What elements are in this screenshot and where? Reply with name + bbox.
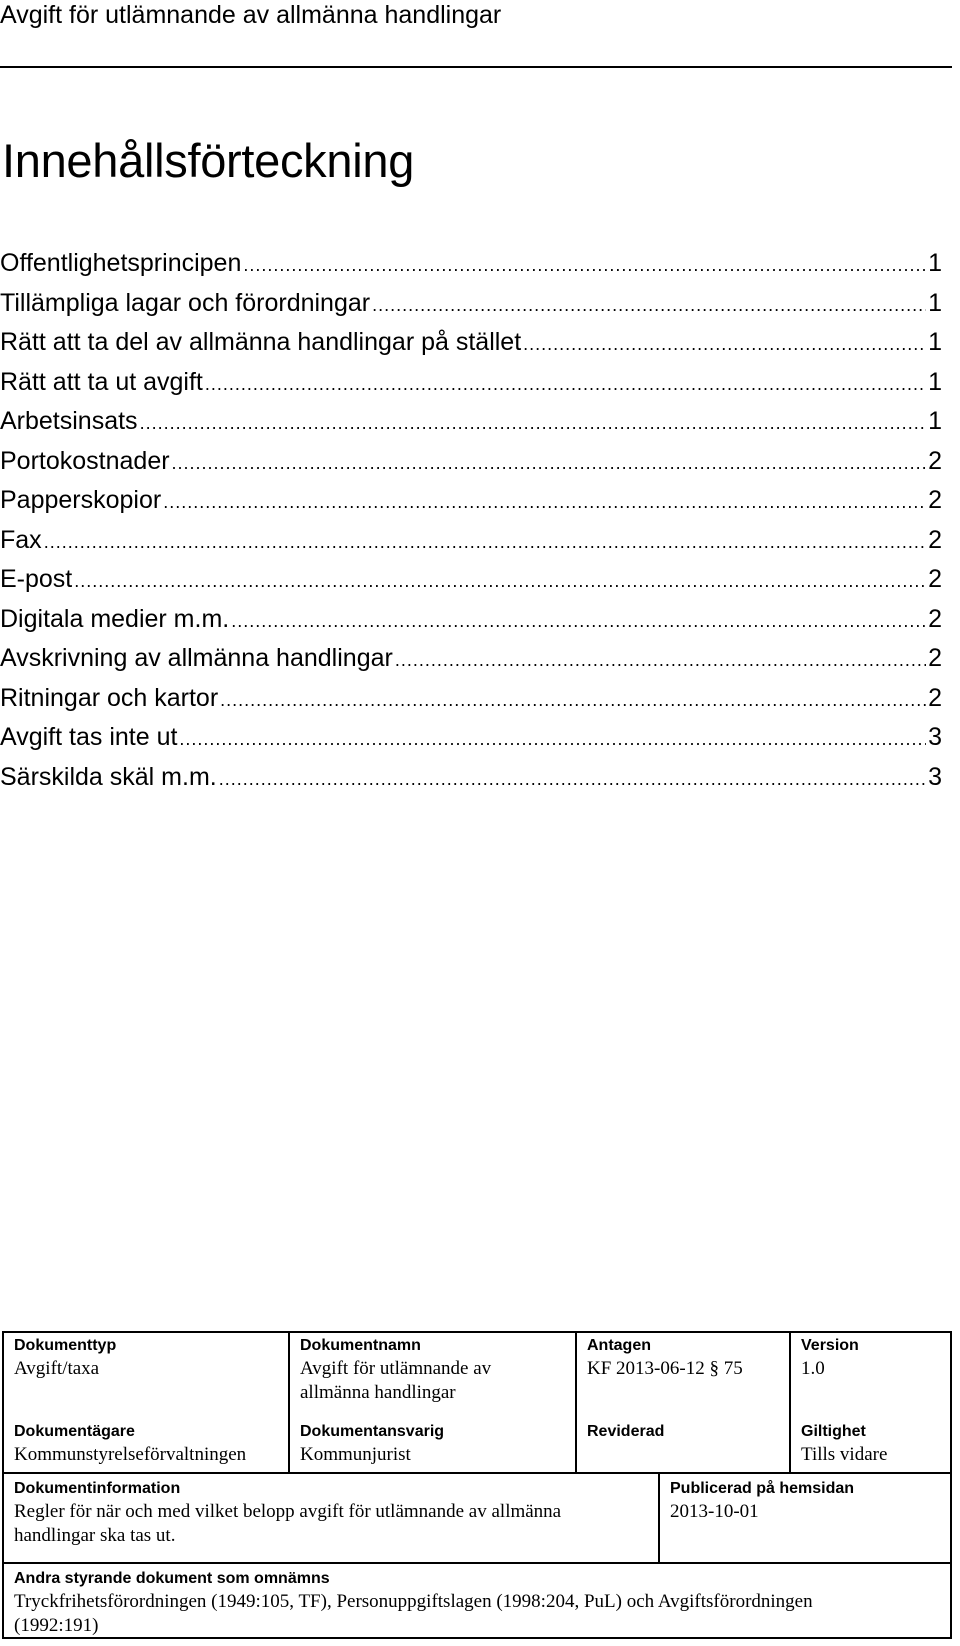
toc-entry[interactable] [0, 244, 942, 284]
toc-entry-page-number: 2 [928, 486, 942, 514]
toc-entry-label: Särskilda skäl m.m. [0, 762, 217, 791]
toc-entry[interactable] [0, 363, 942, 403]
toc-entry[interactable] [0, 718, 942, 758]
version-value: 1.0 [801, 1358, 825, 1379]
dokumentnamn-value: Avgift för utlämnande av allmänna handlingar [300, 1358, 492, 1403]
publicerad-value: 2013-10-01 [670, 1501, 759, 1522]
toc-entry-label: Arbetsinsats [0, 407, 138, 435]
toc-entry[interactable] [0, 600, 942, 640]
cell-version [791, 1333, 950, 1381]
toc-dot-leader [220, 681, 926, 719]
toc-entry[interactable] [0, 284, 942, 324]
toc-entry[interactable] [0, 442, 942, 482]
toc-entry-label: Offentlighetsprincipen [0, 249, 242, 277]
dokumentagare-label: Dokumentägare [14, 1423, 135, 1440]
toc-entry-label: Tillämpliga lagar och förordningar [0, 288, 371, 317]
cell-dokumentagare [4, 1419, 288, 1467]
cell-antagen [577, 1333, 789, 1381]
toc-dot-leader [219, 760, 926, 798]
version-label: Version [801, 1337, 859, 1354]
dokumenttyp-label: Dokumenttyp [14, 1337, 117, 1354]
toc-entry-label: Rätt att ta del av allmänna handlingar på stället [0, 328, 522, 356]
toc-entry-label: E-post [0, 565, 73, 593]
toc-dot-leader [205, 365, 926, 403]
table-of-contents [0, 244, 942, 797]
dokumentnamn-label: Dokumentnamn [300, 1337, 421, 1354]
toc-entry-page-number: 2 [928, 644, 942, 672]
toc-entry-label: Fax [0, 525, 42, 554]
cell-dokumentansvarig [290, 1419, 575, 1467]
toc-entry-label: Ritningar och kartor [0, 683, 219, 712]
toc-entry-label: Papperskopior [0, 486, 162, 514]
giltighet-value: Tills vidare [801, 1444, 888, 1465]
dokumentinformation-label: Dokumentinformation [14, 1480, 181, 1497]
dokumentinformation-value: Regler för när och med vilket belopp avgift för utlämnande av allmänna handlingar ska tas ut. [14, 1501, 562, 1546]
toc-entry-label: Avgift tas inte ut [0, 723, 178, 751]
toc-entry-page-number: 1 [928, 407, 942, 435]
dokumentagare-value: Kommunstyrelseförvaltningen [14, 1444, 247, 1465]
toc-entry-page-number: 1 [928, 328, 942, 356]
toc-entry-page-number: 3 [928, 723, 942, 751]
reviderad-label: Reviderad [587, 1423, 665, 1440]
dokumenttyp-value: Avgift/taxa [14, 1358, 100, 1379]
toc-entry-label: Digitala medier m.m. [0, 604, 230, 633]
toc-dot-leader [140, 404, 926, 442]
toc-dot-leader [172, 444, 926, 482]
publicerad-label: Publicerad på hemsidan [670, 1480, 855, 1497]
toc-entry-page-number: 1 [928, 249, 942, 277]
toc-entry[interactable] [0, 521, 942, 561]
toc-dot-leader [243, 246, 926, 284]
cell-dokumentinformation [4, 1476, 658, 1548]
cell-dokumentnamn [290, 1333, 575, 1405]
antagen-value: KF 2013-06-12 § 75 [587, 1358, 743, 1379]
andra-styrande-label: Andra styrande dokument som omnämns [14, 1570, 330, 1587]
toc-dot-leader [523, 325, 926, 363]
cell-dokumenttyp [4, 1333, 288, 1381]
toc-entry-page-number: 2 [928, 604, 942, 633]
dokumentansvarig-value: Kommunjurist [300, 1444, 411, 1465]
table-divider [4, 1562, 950, 1564]
toc-entry[interactable] [0, 323, 942, 363]
table-divider [4, 1472, 950, 1474]
toc-dot-leader [372, 286, 926, 324]
toc-dot-leader [163, 483, 926, 521]
toc-entry-page-number: 1 [928, 288, 942, 317]
document-header-title: Avgift för utlämnande av allmänna handlingar [0, 1, 502, 29]
cell-reviderad [577, 1419, 789, 1443]
toc-entry[interactable] [0, 639, 942, 679]
toc-entry-page-number: 2 [928, 683, 942, 712]
toc-entry-page-number: 3 [928, 762, 942, 791]
toc-entry[interactable] [0, 402, 942, 442]
toc-entry[interactable] [0, 758, 942, 798]
antagen-label: Antagen [587, 1337, 651, 1354]
toc-entry-page-number: 2 [928, 446, 942, 475]
toc-dot-leader [179, 720, 926, 758]
toc-entry-label: Portokostnader [0, 446, 170, 475]
toc-dot-leader [74, 562, 926, 600]
toc-dot-leader [395, 641, 926, 679]
toc-entry-page-number: 1 [928, 367, 942, 396]
toc-dot-leader [44, 523, 926, 561]
toc-title: Innehållsförteckning [2, 134, 415, 187]
giltighet-label: Giltighet [801, 1423, 866, 1440]
toc-entry-page-number: 2 [928, 565, 942, 593]
header-divider [0, 66, 952, 68]
toc-entry[interactable] [0, 481, 942, 521]
document-info-table [2, 1331, 952, 1639]
cell-giltighet [791, 1419, 950, 1467]
toc-entry-label: Avskrivning av allmänna handlingar [0, 644, 393, 672]
toc-entry-page-number: 2 [928, 525, 942, 554]
cell-andra-styrande [4, 1566, 950, 1638]
toc-entry[interactable] [0, 560, 942, 600]
toc-entry[interactable] [0, 679, 942, 719]
toc-dot-leader [231, 602, 926, 640]
cell-publicerad [660, 1476, 950, 1524]
dokumentansvarig-label: Dokumentansvarig [300, 1423, 445, 1440]
andra-styrande-value: Tryckfrihetsförordningen (1949:105, TF), Personuppgiftslagen (1998:204, PuL) och Avgiftsförordningen (1992:191) [14, 1591, 813, 1636]
toc-entry-label: Rätt att ta ut avgift [0, 367, 203, 396]
